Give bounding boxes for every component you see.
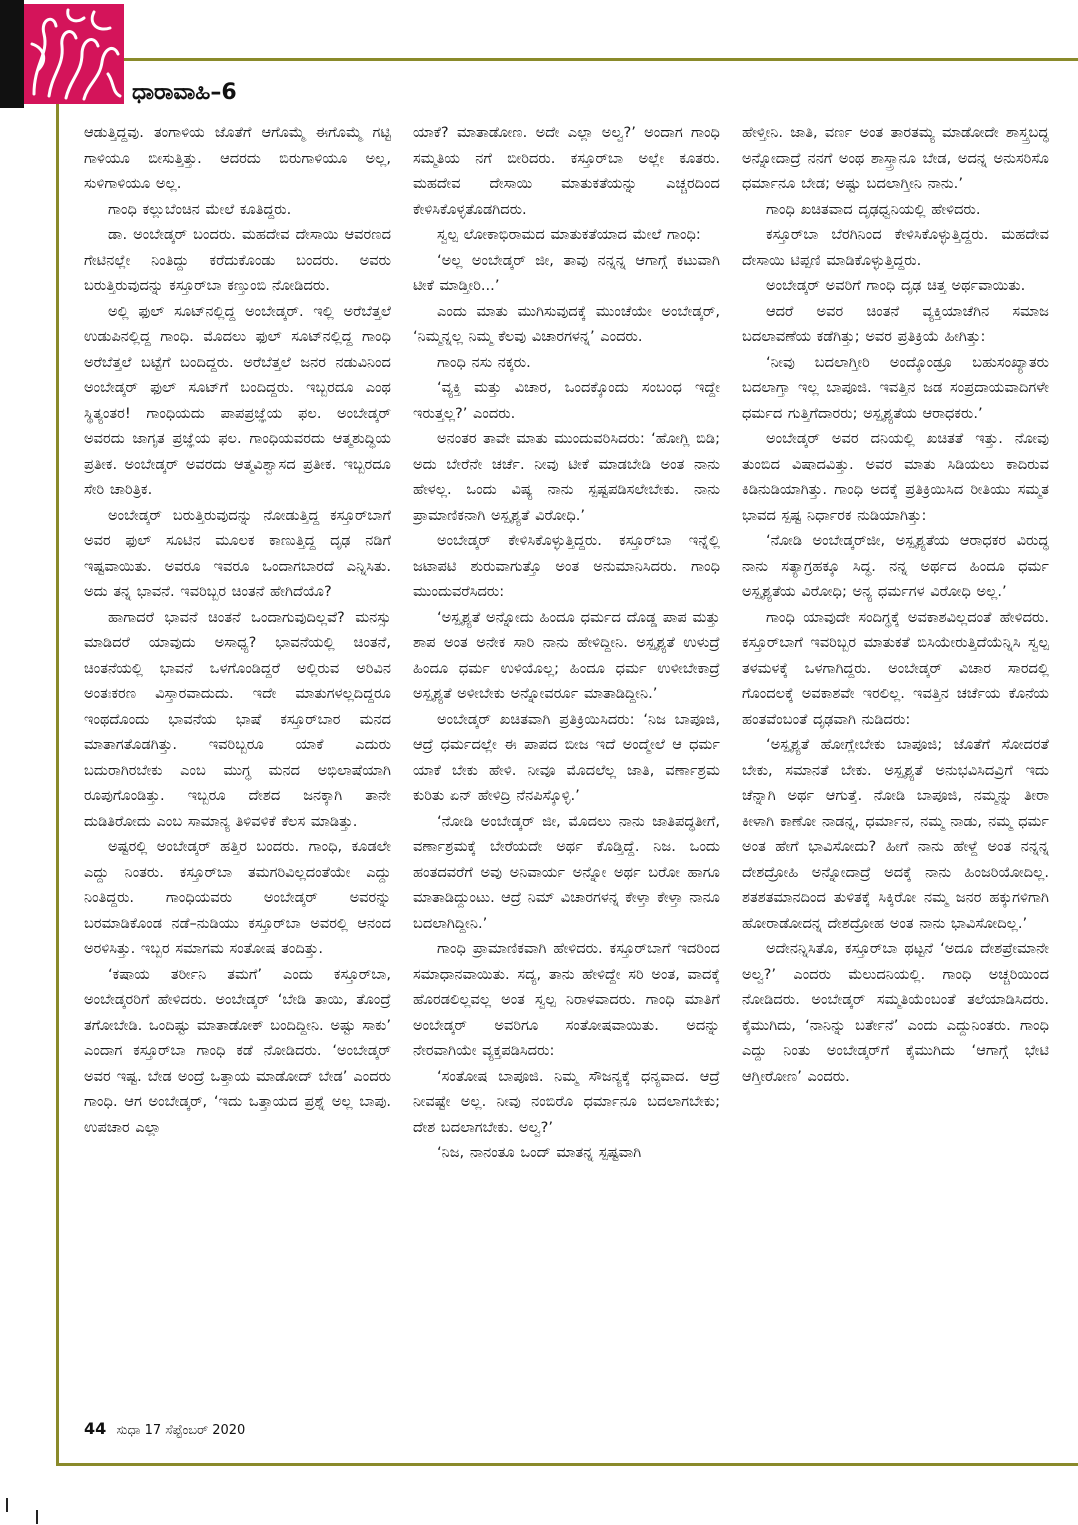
paragraph: ಅಲ್ಲಿ ಫುಲ್ ಸೂಟ್‌ನಲ್ಲಿದ್ದ ಅಂಬೇಡ್ಕರ್. ಇಲ್ಲಿ ಅರೆಬೆತ್ತಲೆ ಉಡುಪಿನಲ್ಲಿದ್ದ ಗಾಂಧಿ. ಮೊದಲು ಫುಲ್ ಸೂಟ್‌ನಲ್ಲಿದ್ದ ಗಾಂಧಿ ಅರೆಬೆತ್ತಲೆ ಬಟ್ಟೆಗೆ ಬಂದಿದ್ದರು. ಅರೆಬೆತ್ತಲೆ ಜನರ ನಡುವಿನಿಂದ ಅಂಬೇಡ್ಕರ್ ಫುಲ್ ಸೂಟ್‌ಗೆ ಬಂದಿದ್ದರು. ಇಬ್ಬರದೂ ಎಂಥ ಸ್ಥಿತ್ಯಂತರ! ಗಾಂಧಿಯದು ಪಾಪಪ್ರಜ್ಞೆಯ ಫಲ. ಅಂಬೇಡ್ಕರ್ ಅವರದು ಜಾಗೃತ ಪ್ರಜ್ಞೆಯ ಫಲ. ಗಾಂಧಿಯವರದು ಆತ್ಮಶುದ್ಧಿಯ ಪ್ರತೀಕ. ಅಂಬೇಡ್ಕರ್ ಅವರದು ಆತ್ಮವಿಶ್ವಾಸದ ಪ್ರತೀಕ. ಇಬ್ಬರದೂ ಸೇರಿ ಚಾರಿತ್ರಿಕ. [84, 302, 391, 498]
paragraph: ‘ಅಸ್ಪೃಶ್ಯತೆ ಹೋಗ್ಲೇಬೇಕು ಬಾಪೂಜಿ; ಜೊತೆಗೆ ಸೋದರತೆ ಬೇಕು, ಸಮಾನತೆ ಬೇಕು. ಅಸ್ಪೃಶ್ಯತೆ ಅನುಭವಿಸಿದವ್ರಿಗೆ ಇದು ಚೆನ್ನಾಗಿ ಅರ್ಥ ಆಗುತ್ತೆ. ನೋಡಿ ಬಾಪೂಜಿ, ನಮ್ಮನ್ನು ತೀರಾ ಕೀಳಾಗಿ ಕಾಣೋ ನಾಡನ್ನ, ಧರ್ಮಾನ, ನಮ್ಮ ನಾಡು, ನಮ್ಮ ಧರ್ಮ ಅಂತ ಹೇಗೆ ಭಾವಿಸೋದು? ಹೀಗೆ ನಾನು ಹೇಳ್ದೆ ಅಂತ ನನ್ನನ್ನ ದೇಶದ್ರೋಹಿ ಅನ್ನೋದಾದ್ರೆ ಅದಕ್ಕೆ ನಾನು ಹಿಂಜರಿಯೋದಿಲ್ಲ. ಶತಶತಮಾನದಿಂದ ತುಳಿತಕ್ಕೆ ಸಿಕ್ಕಿರೋ ನಮ್ಮ ಜನರ ಹಕ್ಕುಗಳಿಗಾಗಿ ಹೋರಾಡೋದನ್ನ ದೇಶದ್ರೋಹ ಅಂತ ನಾನು ಭಾವಿಸೋದಿಲ್ಲ.’ [742, 736, 1049, 932]
paragraph: ಅಂಬೇಡ್ಕರ್ ಅವರ ದನಿಯಲ್ಲಿ ಖಚಿತತೆ ಇತ್ತು. ನೋವು ತುಂಬಿದ ವಿಷಾದವಿತ್ತು. ಅವರ ಮಾತು ಸಿಡಿಯಲು ಕಾದಿರುವ ಕಿಡಿನುಡಿಯಾಗಿತ್ತು. ಗಾಂಧಿ ಅದಕ್ಕೆ ಪ್ರತಿಕ್ರಿಯಿಸಿದ ರೀತಿಯು ಸಮ್ಮತ ಭಾವದ ಸ್ಪಷ್ಟ ನಿರ್ಧಾರಕ ನುಡಿಯಾಗಿತ್ತು: [742, 430, 1049, 524]
text-column-1 [84, 120, 391, 1420]
series-title: ಧಾರಾವಾಹಿ–6 [132, 80, 237, 105]
paragraph: ಅಂಬೇಡ್ಕರ್ ಬರುತ್ತಿರುವುದನ್ನು ನೋಡುತ್ತಿದ್ದ ಕಸ್ತೂರ್‌ಬಾಗೆ ಅವರ ಫುಲ್ ಸೂಟಿನ ಮೂಲಕ ಕಾಣುತ್ತಿದ್ದ ದೃಢ ನಡಿಗೆ ಇಷ್ಟವಾಯಿತು. ಅವರೂ ಇವರೂ ಒಂದಾಗಬಾರದೆ ಎನ್ನಿಸಿತು. ಅದು ತನ್ನ ಭಾವನೆ. ಇವರಿಬ್ಬರ ಚಿಂತನೆ ಹೇಗಿದೆಯೊ? [84, 506, 391, 600]
paragraph: ‘ವ್ಯಕ್ತಿ ಮತ್ತು ವಿಚಾರ, ಒಂದಕ್ಕೊಂದು ಸಂಬಂಧ ಇದ್ದೇ ಇರುತ್ತಲ್ಲ?’ ಎಂದರು. [413, 379, 720, 422]
magazine-date: ಸುಧಾ 17 ಸೆಪ್ಟೆಂಬರ್ 2020 [116, 1423, 246, 1438]
paragraph: ಅಂಬೇಡ್ಕರ್ ಖಚಿತವಾಗಿ ಪ್ರತಿಕ್ರಿಯಿಸಿದರು: ‘ನಿಜ ಬಾಪೂಜಿ, ಆದ್ರೆ ಧರ್ಮದಲ್ಲೇ ಈ ಪಾಪದ ಬೀಜ ಇದೆ ಅಂದ್ಮೇಲೆ ಆ ಧರ್ಮ ಯಾಕೆ ಬೇಕು ಹೇಳಿ. ನೀವೂ ಮೊದಲೆಲ್ಲ ಜಾತಿ, ವರ್ಣಾಶ್ರಮ ಕುರಿತು ಏನ್ ಹೇಳಿದ್ರಿ ನೆನಪಿಸ್ಕೊಳ್ಳಿ.’ [413, 710, 720, 804]
paragraph: ‘ನೀವು ಬದಲಾಗ್ತೀರಿ ಅಂದ್ಕೊಂಡ್ರೂ ಬಹುಸಂಖ್ಯಾತರು ಬದಲಾಗ್ತಾ ಇಲ್ಲ ಬಾಪೂಜಿ. ಇವತ್ತಿನ ಜಡ ಸಂಪ್ರದಾಯವಾದಿಗಳೇ ಧರ್ಮದ ಗುತ್ತಿಗೆದಾರರು; ಅಸ್ಪೃಶ್ಯತೆಯ ಆರಾಧಕರು.’ [742, 353, 1049, 422]
paragraph: ಗಾಂಧಿ ಯಾವುದೇ ಸಂದಿಗ್ಧಕ್ಕೆ ಅವಕಾಶವಿಲ್ಲದಂತೆ ಹೇಳಿದರು. ಕಸ್ತೂರ್‌ಬಾಗೆ ಇವರಿಬ್ಬರ ಮಾತುಕತೆ ಬಿಸಿಯೇರುತ್ತಿದೆಯೆನ್ನಿಸಿ ಸ್ವಲ್ಪ ತಳಮಳಕ್ಕೆ ಒಳಗಾಗಿದ್ದರು. ಅಂಬೇಡ್ಕರ್ ವಿಚಾರ ಸಾರದಲ್ಲಿ ಗೊಂದಲಕ್ಕೆ ಅವಕಾಶವೇ ಇರಲಿಲ್ಲ. ಇವತ್ತಿನ ಚರ್ಚೆಯ ಕೊನೆಯ ಹಂತವೆಂಬಂತೆ ದೃಢವಾಗಿ ನುಡಿದರು: [742, 608, 1049, 728]
paragraph: ‘ನೋಡಿ ಅಂಬೇಡ್ಕರ್‌ಜೀ, ಅಸ್ಪೃಶ್ಯತೆಯ ಆರಾಧಕರ ವಿರುದ್ಧ ನಾನು ಸತ್ಯಾಗ್ರಹಕ್ಕೂ ಸಿದ್ಧ. ನನ್ನ ಅರ್ಥದ ಹಿಂದೂ ಧರ್ಮ ಅಸ್ಪೃಶ್ಯತೆಯ ವಿರೋಧಿ; ಅನ್ಯ ಧರ್ಮಗಳ ವಿರೋಧಿ ಅಲ್ಲ.’ [742, 532, 1049, 600]
header-rule [124, 58, 1078, 61]
paragraph: ಆಡುತ್ತಿದ್ದವು. ತಂಗಾಳಿಯ ಜೊತೆಗೆ ಆಗೊಮ್ಮೆ ಈಗೊಮ್ಮೆ ಗಟ್ಟಿ ಗಾಳಿಯೂ ಬೀಸುತ್ತಿತ್ತು. ಆದರದು ಬಿರುಗಾಳಿಯೂ ಅಲ್ಲ, ಸುಳಿಗಾಳಿಯೂ ಅಲ್ಲ. [84, 124, 391, 192]
paragraph: ಗಾಂಧಿ ಪ್ರಾಮಾಣಿಕವಾಗಿ ಹೇಳಿದರು. ಕಸ್ತೂರ್‌ಬಾಗೆ ಇದರಿಂದ ಸಮಾಧಾನವಾಯಿತು. ಸದ್ಯ, ತಾನು ಹೇಳಿದ್ದೇ ಸರಿ ಅಂತ, ವಾದಕ್ಕೆ ಹೊರಡಲಿಲ್ಲವಲ್ಲ ಅಂತ ಸ್ವಲ್ಪ ನಿರಾಳವಾದರು. ಗಾಂಧಿ ಮಾತಿಗೆ ಅಂಬೇಡ್ಕರ್ ಅವರಿಗೂ ಸಂತೋಷವಾಯಿತು. ಅದನ್ನು ನೇರವಾಗಿಯೇ ವ್ಯಕ್ತಪಡಿಸಿದರು: [413, 940, 720, 1059]
paragraph: ಡಾ. ಅಂಬೇಡ್ಕರ್ ಬಂದರು. ಮಹದೇವ ದೇಸಾಯಿ ಆವರಣದ ಗೇಟಿನಲ್ಲೇ ನಿಂತಿದ್ದು ಕರೆದುಕೊಂಡು ಬಂದರು. ಅವರು ಬರುತ್ತಿರುವುದನ್ನು ಕಸ್ತೂರ್‌ಬಾ ಕಣ್ತುಂಬಿ ನೋಡಿದರು. [84, 226, 391, 294]
left-rule [56, 104, 59, 1466]
paragraph: ಕಸ್ತೂರ್‌ಬಾ ಬೆರಗಿನಿಂದ ಕೇಳಿಸಿಕೊಳ್ಳುತ್ತಿದ್ದರು. ಮಹದೇವ ದೇಸಾಯಿ ಟಿಪ್ಪಣಿ ಮಾಡಿಕೊಳ್ಳುತ್ತಿದ್ದರು. [742, 226, 1049, 269]
paragraph: ಗಾಂಧಿ ಕಲ್ಲುಬೆಂಚಿನ ಮೇಲೆ ಕೂತಿದ್ದರು. [108, 200, 292, 218]
corner-strip [0, 0, 24, 108]
paragraph: ‘ನೋಡಿ ಅಂಬೇಡ್ಕರ್ ಜೀ, ಮೊದಲು ನಾನು ಜಾತಿಪದ್ಧತೀಗೆ, ವರ್ಣಾಶ್ರಮಕ್ಕೆ ಬೇರೆಯದೇ ಅರ್ಥ ಕೊಡ್ತಿದ್ದೆ. ನಿಜ. ಒಂದು ಹಂತದವರೆಗೆ ಅವು ಅನಿವಾರ್ಯ ಅನ್ನೋ ಅರ್ಥ ಬರೋ ಹಾಗೂ ಮಾತಾಡಿದ್ದುಂಟು. ಆದ್ರೆ ನಿಮ್ ವಿಚಾರಗಳನ್ನ ಕೇಳ್ತಾ ಕೇಳ್ತಾ ನಾನೂ ಬದಲಾಗಿದ್ದೀನಿ.’ [413, 812, 720, 932]
paragraph: ಅನಂತರ ತಾವೇ ಮಾತು ಮುಂದುವರಿಸಿದರು: ‘ಹೋಗ್ಲಿ ಬಿಡಿ; ಅದು ಬೇರೆನೇ ಚರ್ಚೆ. ನೀವು ಟೀಕೆ ಮಾಡಬೇಡಿ ಅಂತ ನಾನು ಹೇಳಲ್ಲ. ಒಂದು ವಿಷ್ಯ ನಾನು ಸ್ಪಷ್ಟಪಡಿಸಲೇಬೇಕು. ನಾನು ಪ್ರಾಮಾಣಿಕನಾಗಿ ಅಸ್ಪೃಶ್ಯತೆ ವಿರೋಧಿ.’ [413, 430, 720, 524]
paragraph: ಗಾಂಧಿ ನಸು ನಕ್ಕರು. [437, 353, 531, 371]
paragraph: ‘ನಿಜ, ನಾನಂತೂ ಒಂದ್ ಮಾತನ್ನ ಸ್ಪಷ್ಟವಾಗಿ [437, 1144, 642, 1161]
paragraph: ಅಷ್ಟರಲ್ಲಿ ಅಂಬೇಡ್ಕರ್ ಹತ್ತಿರ ಬಂದರು. ಗಾಂಧಿ, ಕೂಡಲೇ ಎದ್ದು ನಿಂತರು. ಕಸ್ತೂರ್‌ಬಾ ತಮಗರಿವಿಲ್ಲದಂತೆಯೇ ಎದ್ದು ನಿಂತಿದ್ದರು. ಗಾಂಧಿಯವರು ಅಂಬೇಡ್ಕರ್ ಅವರನ್ನು ಬರಮಾಡಿಕೊಂಡ ನಡೆ–ನುಡಿಯು ಕಸ್ತೂರ್‌ಬಾ ಅವರಲ್ಲಿ ಆನಂದ ಅರಳಿಸಿತ್ತು. ಇಬ್ಬರ ಸಮಾಗಮ ಸಂತೋಷ ತಂದಿತ್ತು. [84, 838, 391, 957]
paragraph: ಹೇಳ್ತೀನಿ. ಜಾತಿ, ವರ್ಣ ಅಂತ ತಾರತಮ್ಯ ಮಾಡೋದೇ ಶಾಸ್ತ್ರಬದ್ಧ ಅನ್ನೋದಾದ್ರೆ ನನಗೆ ಅಂಥ ಶಾಸ್ತ್ರಾನೂ ಬೇಡ, ಅದನ್ನ ಅನುಸರಿಸೊ ಧರ್ಮಾನೂ ಬೇಡ; ಅಷ್ಟು ಬದಲಾಗ್ತೀನಿ ನಾನು.’ [742, 124, 1049, 192]
paragraph: ‘ಅಸ್ಪೃಶ್ಯತೆ ಅನ್ನೋದು ಹಿಂದೂ ಧರ್ಮದ ದೊಡ್ಡ ಪಾಪ ಮತ್ತು ಶಾಪ ಅಂತ ಅನೇಕ ಸಾರಿ ನಾನು ಹೇಳಿದ್ದೀನಿ. ಅಸ್ಪೃಶ್ಯತೆ ಉಳುದ್ರೆ ಹಿಂದೂ ಧರ್ಮ ಉಳಿಯೊಲ್ಲ; ಹಿಂದೂ ಧರ್ಮ ಉಳೀಬೇಕಾದ್ರೆ ಅಸ್ಪೃಶ್ಯತೆ ಅಳೀಬೇಕು ಅನ್ನೋವರ್ರೂ ಮಾತಾಡಿದ್ದೀನಿ.’ [413, 608, 720, 702]
paragraph: ಆದರೆ ಅವರ ಚಿಂತನೆ ವ್ಯಕ್ತಿಯಾಚೆಗಿನ ಸಮಾಜ ಬದಲಾವಣೆಯ ಕಡೆಗಿತ್ತು; ಅವರ ಪ್ರತಿಕ್ರಿಯೆ ಹೀಗಿತ್ತು: [742, 302, 1049, 345]
page-number: 44 [84, 1419, 107, 1438]
crop-mark [6, 1498, 8, 1512]
paragraph: ಅಂಬೇಡ್ಕರ್ ಕೇಳಿಸಿಕೊಳ್ಳುತ್ತಿದ್ದರು. ಕಸ್ತೂರ್‌ಬಾ ಇನ್ನೆಲ್ಲಿ ಜಟಾಪಟಿ ಶುರುವಾಗುತ್ತೊ ಅಂತ ಅನುಮಾನಿಸಿದರು. ಗಾಂಧಿ ಮುಂದುವರೆಸಿದರು: [413, 532, 720, 600]
article-body [84, 120, 1050, 1420]
crop-mark [36, 1510, 38, 1524]
paragraph: ಅಂಬೇಡ್ಕರ್ ಅವರಿಗೆ ಗಾಂಧಿ ದೃಢ ಚಿತ್ತ ಅರ್ಥವಾಯಿತು. [766, 277, 1026, 294]
series-logo-icon [24, 4, 124, 104]
paragraph: ಎಂದು ಮಾತು ಮುಗಿಸುವುದಕ್ಕೆ ಮುಂಚೆಯೇ ಅಂಬೇಡ್ಕರ್, ‘ನಿಮ್ಮನ್ನಲ್ಲ ನಿಮ್ಮ ಕೆಲವು ವಿಚಾರಗಳನ್ನ’ ಎಂದರು. [413, 302, 720, 345]
paragraph: ‘ಅಲ್ಲ ಅಂಬೇಡ್ಕರ್ ಜೀ, ತಾವು ನನ್ನನ್ನ ಆಗಾಗ್ಗೆ ಕಟುವಾಗಿ ಟೀಕೆ ಮಾಡ್ತೀರಿ...’ [413, 251, 720, 294]
text-column-3 [742, 120, 1049, 1420]
text-column-2 [413, 120, 720, 1420]
paragraph: ಹಾಗಾದರೆ ಭಾವನೆ ಚಿಂತನೆ ಒಂದಾಗುವುದಿಲ್ಲವೆ? ಮನಸ್ಸು ಮಾಡಿದರೆ ಯಾವುದು ಅಸಾಧ್ಯ? ಭಾವನೆಯಲ್ಲಿ ಚಿಂತನೆ, ಚಿಂತನೆಯಲ್ಲಿ ಭಾವನೆ ಒಳಗೊಂಡಿದ್ದರೆ ಅಲ್ಲಿರುವ ಅರಿವಿನ ಅಂತಃಕರಣ ವಿಸ್ತಾರವಾದುದು. ಇದೇ ಮಾತುಗಳಲ್ಲದಿದ್ದರೂ ಇಂಥದೊಂದು ಭಾವನೆಯ ಭಾಷೆ ಕಸ್ತೂರ್‌ಬಾರ ಮನದ ಮಾತಾಗತೊಡಗಿತ್ತು. ಇವರಿಬ್ಬರೂ ಯಾಕೆ ಎದುರು ಬದುರಾಗಿರಬೇಕು ಎಂಬ ಮುಗ್ಧ ಮನದ ಅಭಿಲಾಷೆಯಾಗಿ ರೂಪುಗೊಂಡಿತ್ತು. ಇಬ್ಬರೂ ದೇಶದ ಜನಕ್ಕಾಗಿ ತಾನೇ ದುಡಿತಿರೋದು ಎಂಬ ಸಾಮಾನ್ಯ ತಿಳಿವಳಿಕೆ ಕೆಲಸ ಮಾಡಿತ್ತು. [84, 608, 391, 830]
paragraph: ಸ್ವಲ್ಪ ಲೋಕಾಭಿರಾಮದ ಮಾತುಕತೆಯಾದ ಮೇಲೆ ಗಾಂಧಿ: [437, 226, 701, 243]
page-footer [84, 1419, 245, 1438]
paragraph: ಅದೇನನ್ನಿಸಿತೊ, ಕಸ್ತೂರ್‌ಬಾ ಥಟ್ಟನೆ ‘ಅದೂ ದೇಶಪ್ರೇಮಾನೇ ಅಲ್ವ?’ ಎಂದರು ಮೆಲುದನಿಯಲ್ಲಿ. ಗಾಂಧಿ ಅಚ್ಚರಿಯಿಂದ ನೋಡಿದರು. ಅಂಬೇಡ್ಕರ್ ಸಮ್ಮತಿಯೆಂಬಂತೆ ತಲೆಯಾಡಿಸಿದರು. ಕೈಮುಗಿದು, ‘ನಾನಿನ್ನು ಬರ್ತೇನೆ’ ಎಂದು ಎದ್ದುನಿಂತರು. ಗಾಂಧಿ ಎದ್ದು ನಿಂತು ಅಂಬೇಡ್ಕರ್‌ಗೆ ಕೈಮುಗಿದು ‘ಆಗಾಗ್ಗೆ ಭೇಟಿ ಆಗ್ತೀರೋಣ’ ಎಂದರು. [742, 940, 1049, 1085]
paragraph: ಗಾಂಧಿ ಖಚಿತವಾದ ದೃಢಧ್ವನಿಯಲ್ಲಿ ಹೇಳಿದರು. [766, 200, 981, 218]
paragraph: ‘ಕಷಾಯ ತರ್ರೀನಿ ತಮಗೆ’ ಎಂದು ಕಸ್ತೂರ್‌ಬಾ, ಅಂಬೇಡ್ಕರರಿಗೆ ಹೇಳಿದರು. ಅಂಬೇಡ್ಕರ್ ‘ಬೇಡಿ ತಾಯಿ, ತೊಂದ್ರೆ ತಗೋಬೇಡಿ. ಒಂದಿಷ್ಟು ಮಾತಾಡೋಕ್ ಬಂದಿದ್ದೀನಿ. ಅಷ್ಟು ಸಾಕು’ ಎಂದಾಗ ಕಸ್ತೂರ್‌ಬಾ ಗಾಂಧಿ ಕಡೆ ನೋಡಿದರು. ‘ಅಂಬೇಡ್ಕರ್ ಅವರ ಇಷ್ಟ. ಬೇಡ ಅಂದ್ರೆ ಒತ್ತಾಯ ಮಾಡೋದ್ ಬೇಡ’ ಎಂದರು ಗಾಂಧಿ. ಆಗ ಅಂಬೇಡ್ಕರ್, ‘ಇದು ಒತ್ತಾಯದ ಪ್ರಶ್ನೆ ಅಲ್ಲ ಬಾಪು. ಉಪಚಾರ ಎಲ್ಲಾ [84, 965, 391, 1136]
bottom-rule [56, 1463, 1078, 1466]
paragraph: ಯಾಕೆ? ಮಾತಾಡೋಣ. ಅದೇ ಎಲ್ಲಾ ಅಲ್ವ?’ ಅಂದಾಗ ಗಾಂಧಿ ಸಮ್ಮತಿಯ ನಗೆ ಬೀರಿದರು. ಕಸ್ತೂರ್‌ಬಾ ಅಲ್ಲೇ ಕೂತರು. ಮಹದೇವ ದೇಸಾಯಿ ಮಾತುಕತೆಯನ್ನು ಎಚ್ಚರದಿಂದ ಕೇಳಿಸಿಕೊಳ್ಳತೊಡಗಿದರು. [413, 124, 720, 218]
paragraph: ‘ಸಂತೋಷ ಬಾಪೂಜಿ. ನಿಮ್ಮ ಸೌಜನ್ಯಕ್ಕೆ ಧನ್ಯವಾದ. ಆದ್ರೆ ನೀವಷ್ಟೇ ಅಲ್ಲ. ನೀವು ನಂಬಿರೊ ಧರ್ಮಾನೂ ಬದಲಾಗಬೇಕು; ದೇಶ ಬದಲಾಗಬೇಕು. ಅಲ್ವ?’ [413, 1067, 720, 1136]
